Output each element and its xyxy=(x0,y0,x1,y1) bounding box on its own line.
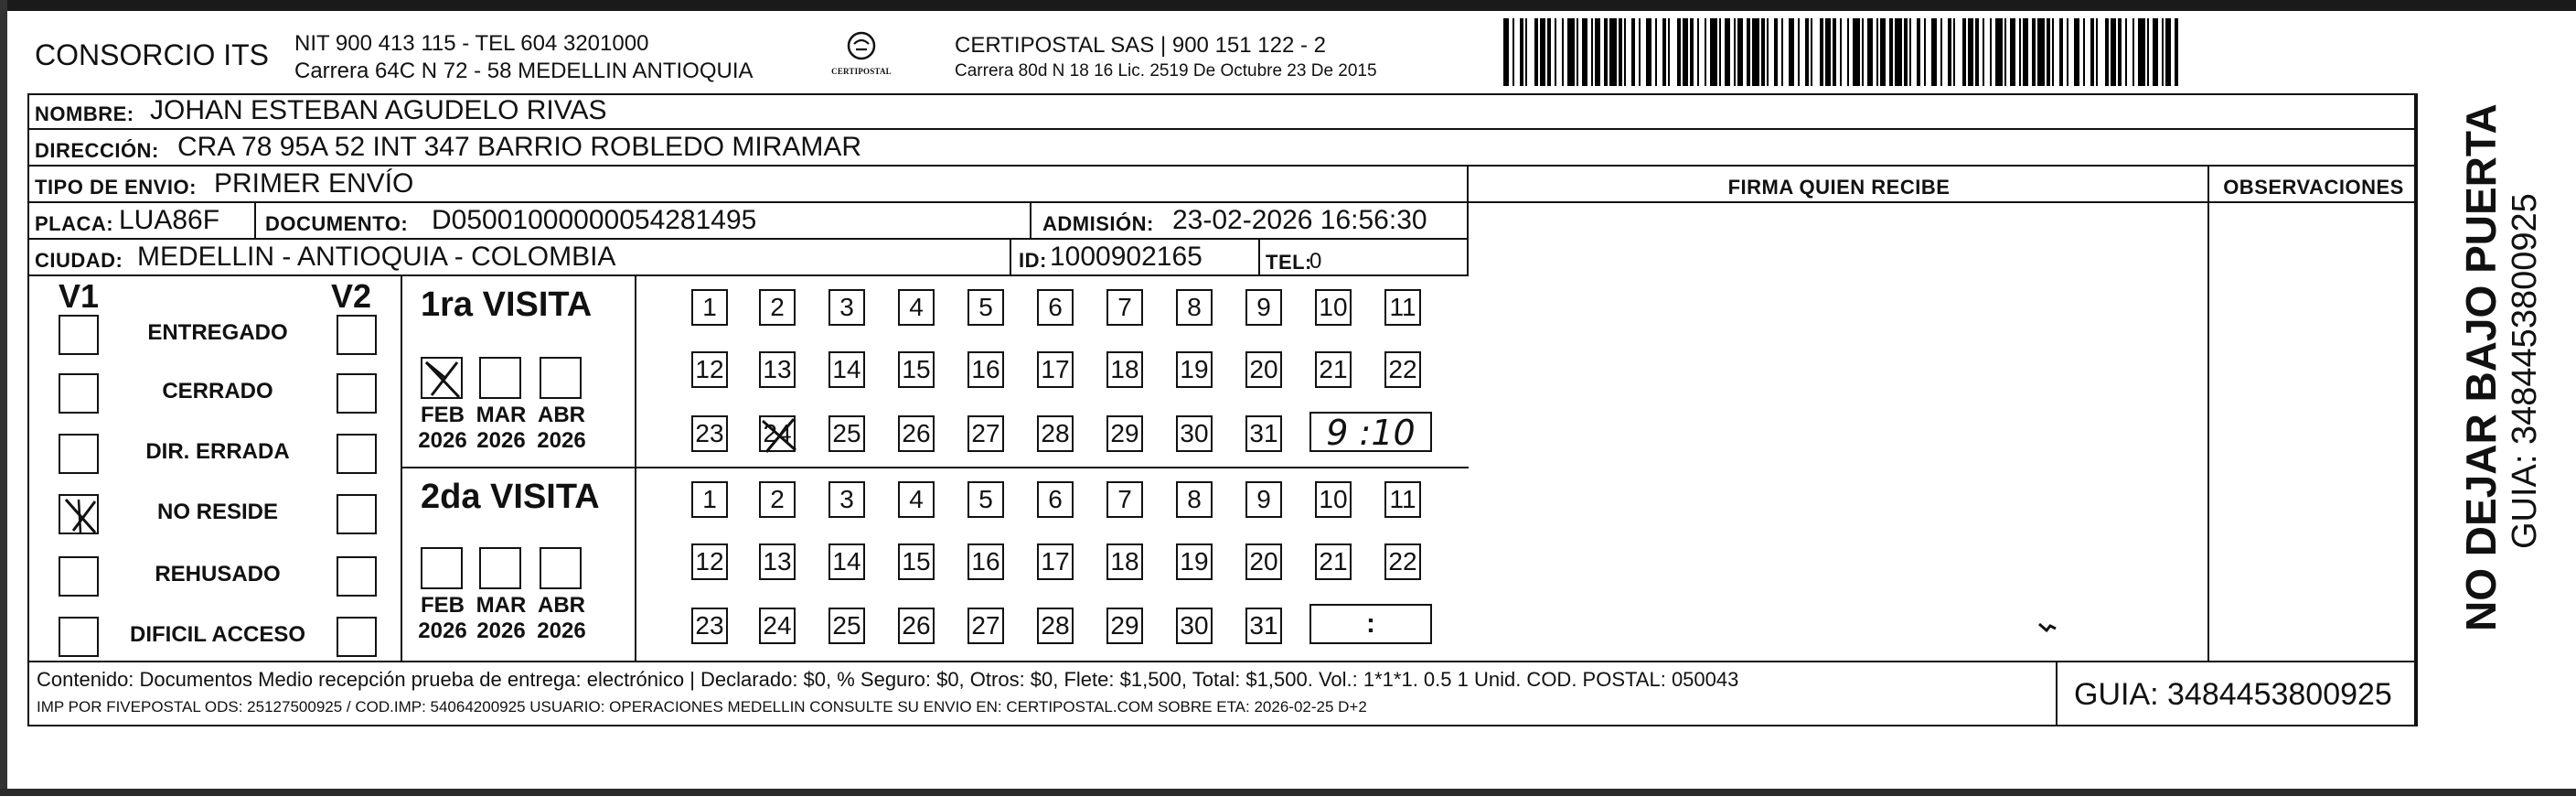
v2-checkbox-cerrado[interactable] xyxy=(337,373,377,414)
visit2-months-label-feb: FEB 2026 xyxy=(418,593,467,643)
visit2-months-label-mar: MAR 2026 xyxy=(476,593,527,643)
city-label: CIUDAD: xyxy=(35,249,123,272)
v2-header: V2 xyxy=(331,277,372,315)
visit2-days-day-8[interactable]: 8 xyxy=(1176,481,1213,518)
visit2-days-day-5[interactable]: 5 xyxy=(967,481,1004,518)
visit2-days-day-27[interactable]: 27 xyxy=(967,608,1004,644)
barcode-bar xyxy=(1670,18,1677,86)
visit2-days-day-9[interactable]: 9 xyxy=(1245,481,1282,518)
barcode-bar xyxy=(1812,18,1820,86)
v1-checkbox-dir-errada[interactable] xyxy=(59,434,99,474)
admission-label: ADMISIÓN: xyxy=(1042,212,1154,235)
barcode-bar xyxy=(1853,18,1860,86)
status-reason-cerrado: CERRADO xyxy=(162,379,273,404)
v2-checkbox-rehusado[interactable] xyxy=(337,556,377,597)
visit1-days-day-17[interactable]: 17 xyxy=(1037,351,1074,388)
visit2-days-day-25[interactable]: 25 xyxy=(828,608,865,644)
visit1-days-day-11[interactable]: 11 xyxy=(1384,289,1421,326)
v2-checkbox-dificil-acceso[interactable] xyxy=(337,617,377,657)
visit1-days-day-23[interactable]: 23 xyxy=(691,415,728,452)
visit2-days-day-26[interactable]: 26 xyxy=(898,608,935,644)
first-visit-title: 1ra VISITA xyxy=(421,285,593,324)
logo-wordmark: CERTIPOSTAL xyxy=(831,67,892,76)
plate-label: PLACA: xyxy=(35,212,114,235)
visit2-days-day-6[interactable]: 6 xyxy=(1037,481,1074,518)
v1-checkbox-no-reside[interactable] xyxy=(59,494,99,534)
signature-header: FIRMA QUIEN RECIBE xyxy=(1727,176,1951,199)
v1-checkbox-dificil-acceso[interactable] xyxy=(59,617,99,657)
visit1-days-day-1[interactable]: 1 xyxy=(691,289,728,326)
sender-nit-tel: NIT 900 413 115 - TEL 604 3201000 xyxy=(294,31,649,56)
first-visit-time-box[interactable] xyxy=(1309,412,1432,452)
v1-checkbox-rehusado[interactable] xyxy=(59,556,99,597)
document-label: DOCUMENTO: xyxy=(265,212,409,235)
barcode-bar xyxy=(1995,18,2003,86)
id-label: ID: xyxy=(1019,249,1047,272)
visit2-days-day-17[interactable]: 17 xyxy=(1037,543,1074,580)
footer-print-info: IMP POR FIVEPOSTAL ODS: 25127500925 / COD.IMP: 54064200925 USUARIO: OPERACIONES MEDELLIN CONSULTE SU ENVIO EN: CERTIPOSTAL.COM SOBRE ETA: 2026-02-25 D+2 xyxy=(37,698,1367,716)
visit2-days-day-19[interactable]: 19 xyxy=(1176,543,1213,580)
visit2-days-day-2[interactable]: 2 xyxy=(759,481,796,518)
visit1-months-checkbox-feb[interactable] xyxy=(421,357,463,399)
sender-address: Carrera 64C N 72 - 58 MEDELLIN ANTIOQUIA xyxy=(294,59,754,83)
visit1-months-label-mar: MAR 2026 xyxy=(476,403,527,453)
visit1-days-day-19[interactable]: 19 xyxy=(1176,351,1213,388)
name-value: JOHAN ESTEBAN AGUDELO RIVAS xyxy=(150,95,607,125)
barcode-bar xyxy=(1710,18,1717,86)
visit1-days-day-7[interactable]: 7 xyxy=(1106,289,1143,326)
v1-checkbox-entregado[interactable] xyxy=(59,315,99,355)
v1-checkbox-cerrado[interactable] xyxy=(59,373,99,414)
status-reason-dificil-acceso: DIFICIL ACCESO xyxy=(129,622,305,647)
visit2-days-day-20[interactable]: 20 xyxy=(1245,543,1282,580)
right-column-rule xyxy=(2416,93,2418,726)
visit2-days-day-13[interactable]: 13 xyxy=(759,543,796,580)
visit2-days-day-16[interactable]: 16 xyxy=(967,543,1004,580)
visit1-days-day-16[interactable]: 16 xyxy=(967,351,1004,388)
visit2-months-label-abr: ABR 2026 xyxy=(537,593,586,643)
visit1-days-day-6[interactable]: 6 xyxy=(1037,289,1074,326)
visit2-months-checkbox-feb[interactable] xyxy=(421,547,463,589)
name-label: NOMBRE: xyxy=(35,102,134,125)
side-guide: GUIA: 3484453800925 xyxy=(2506,193,2544,549)
footer-divider xyxy=(27,661,2416,662)
visit1-days-day-24[interactable]: 24 xyxy=(759,415,796,452)
city-value: MEDELLIN - ANTIOQUIA - COLOMBIA xyxy=(137,242,616,272)
pen-mark xyxy=(2037,620,2058,633)
visit1-days-day-30[interactable]: 30 xyxy=(1176,415,1213,452)
visit2-days-day-22[interactable]: 22 xyxy=(1384,543,1421,580)
address-value: CRA 78 95A 52 INT 347 BARRIO ROBLEDO MIRAMAR xyxy=(177,132,862,162)
visit2-days-day-24[interactable]: 24 xyxy=(759,608,796,644)
status-reason-no-reside: NO RESIDE xyxy=(156,500,279,524)
scan-edge-left xyxy=(0,0,7,796)
guide-box: GUIA: 3484453800925 xyxy=(2074,677,2392,712)
v2-checkbox-dir-errada[interactable] xyxy=(337,434,377,474)
visit1-days-day-15[interactable]: 15 xyxy=(898,351,935,388)
v1-header: V1 xyxy=(59,277,100,315)
observations-header: OBSERVACIONES xyxy=(2223,176,2404,199)
visit1-days-day-18[interactable]: 18 xyxy=(1106,351,1143,388)
barcode-bar xyxy=(1895,18,1902,86)
admission-value: 23-02-2026 16:56:30 xyxy=(1172,205,1427,235)
visit1-days-day-3[interactable]: 3 xyxy=(828,289,865,326)
visit2-days-day-28[interactable]: 28 xyxy=(1037,608,1074,644)
second-visit-time-box[interactable] xyxy=(1309,604,1432,644)
scan-edge-bottom xyxy=(0,789,2576,796)
barcode-bar xyxy=(1527,18,1534,86)
barcode-bar xyxy=(1955,18,1962,86)
visit1-days-day-9[interactable]: 9 xyxy=(1245,289,1282,326)
plate-value: LUA86F xyxy=(119,205,220,235)
guide-box-divider xyxy=(2056,661,2058,726)
visit1-months-checkbox-mar[interactable] xyxy=(479,357,521,399)
id-value: 1000902165 xyxy=(1050,242,1202,272)
shipping-label: TIPO DE ENVIO: xyxy=(35,176,197,199)
status-reason-entregado: ENTREGADO xyxy=(147,320,288,345)
visit1-months-label-abr: ABR 2026 xyxy=(537,403,586,453)
barcode-bar xyxy=(2098,18,2105,86)
visit2-days-day-12[interactable]: 12 xyxy=(691,543,728,580)
document-value: D05001000000054281495 xyxy=(432,205,757,235)
barcode-bar xyxy=(2037,18,2045,86)
barcode-bar xyxy=(1752,18,1759,86)
visit1-months-label-feb: FEB 2026 xyxy=(418,403,467,453)
visit1-days-day-4[interactable]: 4 xyxy=(898,289,935,326)
visit2-days-day-21[interactable]: 21 xyxy=(1315,543,1352,580)
visit1-days-day-10[interactable]: 10 xyxy=(1315,289,1352,326)
visit2-days-day-15[interactable]: 15 xyxy=(898,543,935,580)
address-label: DIRECCIÓN: xyxy=(35,139,159,162)
visit2-days-day-18[interactable]: 18 xyxy=(1106,543,1143,580)
first-visit-time-handwritten: 9 :10 xyxy=(1326,413,1416,453)
visit1-days-day-5[interactable]: 5 xyxy=(967,289,1004,326)
carrier-address: Carrera 80d N 18 16 Lic. 2519 De Octubre 23 De 2015 xyxy=(955,61,1377,81)
visit2-months-checkbox-abr[interactable] xyxy=(540,547,582,589)
tel-label: TEL: xyxy=(1266,251,1312,274)
visit1-days-day-27[interactable]: 27 xyxy=(967,415,1004,452)
visit1-days-day-8[interactable]: 8 xyxy=(1176,289,1213,326)
second-visit-title: 2da VISITA xyxy=(421,478,600,516)
visit1-days-day-20[interactable]: 20 xyxy=(1245,351,1282,388)
observations-rule xyxy=(1469,167,2209,661)
visit1-days-day-14[interactable]: 14 xyxy=(828,351,865,388)
visit2-days-day-10[interactable]: 10 xyxy=(1315,481,1352,518)
status-reason-rehusado: REHUSADO xyxy=(155,562,281,586)
visit1-months-checkbox-abr[interactable] xyxy=(540,357,582,399)
visit2-days-day-31[interactable]: 31 xyxy=(1245,608,1282,644)
side-warning: NO DEJAR BAJO PUERTA xyxy=(2457,103,2505,631)
barcode-bar xyxy=(1567,18,1575,86)
visit2-days-day-3[interactable]: 3 xyxy=(828,481,865,518)
status-reason-dir-errada: DIR. ERRADA xyxy=(145,439,290,464)
visit2-days-day-30[interactable]: 30 xyxy=(1176,608,1213,644)
v2-checkbox-entregado[interactable] xyxy=(337,315,377,355)
visit2-days-day-14[interactable]: 14 xyxy=(828,543,865,580)
visit1-days-day-2[interactable]: 2 xyxy=(759,289,796,326)
shipping-value: PRIMER ENVÍO xyxy=(214,168,414,199)
visit1-days-day-21[interactable]: 21 xyxy=(1315,351,1352,388)
visit1-days-day-22[interactable]: 22 xyxy=(1384,351,1421,388)
visit1-days-day-26[interactable]: 26 xyxy=(898,415,935,452)
visit1-days-day-12[interactable]: 12 xyxy=(691,351,728,388)
visit2-months-checkbox-mar[interactable] xyxy=(479,547,521,589)
barcode-bar xyxy=(2138,18,2145,86)
carrier-name: CERTIPOSTAL SAS | 900 151 122 - 2 xyxy=(955,33,1326,58)
visit2-days-day-4[interactable]: 4 xyxy=(898,481,935,518)
visit1-days-day-25[interactable]: 25 xyxy=(828,415,865,452)
sender-name: CONSORCIO ITS xyxy=(35,38,270,71)
scan-edge-top xyxy=(0,0,2576,11)
visit2-days-day-29[interactable]: 29 xyxy=(1106,608,1143,644)
visit2-days-day-1[interactable]: 1 xyxy=(691,481,728,518)
barcode xyxy=(1503,18,2187,86)
visit1-days-day-31[interactable]: 31 xyxy=(1245,415,1282,452)
visit1-days-day-28[interactable]: 28 xyxy=(1037,415,1074,452)
certipostal-logo xyxy=(831,27,892,82)
v2-checkbox-no-reside[interactable] xyxy=(337,494,377,534)
second-visit-time-separator: : xyxy=(1366,608,1375,639)
visit1-days-day-13[interactable]: 13 xyxy=(759,351,796,388)
visit2-days-day-23[interactable]: 23 xyxy=(691,608,728,644)
tel-value: 0 xyxy=(1309,249,1322,274)
visit1-days-day-29[interactable]: 29 xyxy=(1106,415,1143,452)
footer-contents: Contenido: Documentos Medio recepción prueba de entrega: electrónico | Declarado: $0, % Seguro: $0, Otros: $0, Flete: $1,500, Total: $1,500. Vol.: 1*1*1. 0.5 1 Unid. COD. POSTAL: 050043 xyxy=(37,668,1739,691)
barcode-bar xyxy=(2178,18,2180,86)
visit2-days-day-11[interactable]: 11 xyxy=(1384,481,1421,518)
visit2-days-day-7[interactable]: 7 xyxy=(1106,481,1143,518)
barcode-bar xyxy=(1609,18,1617,86)
